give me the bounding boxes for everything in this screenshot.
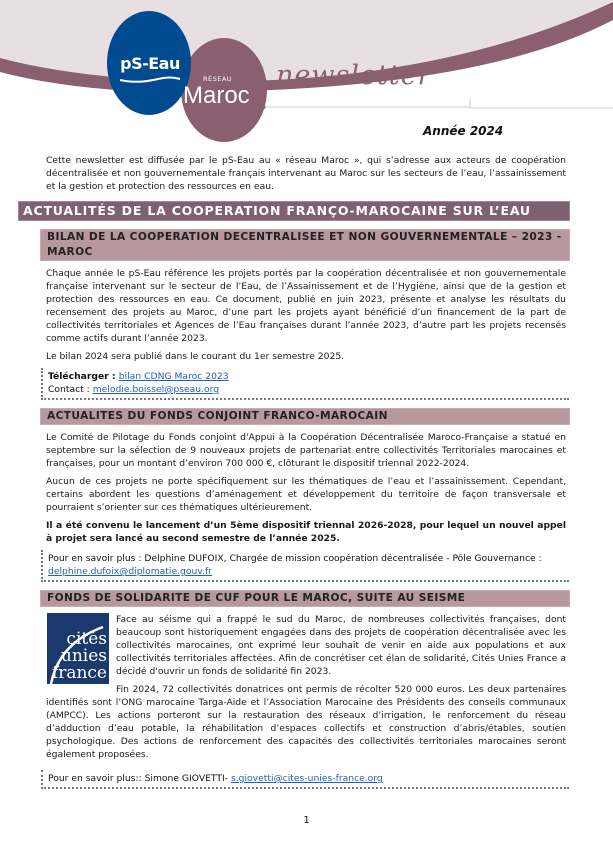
fonds-contact-email-link[interactable]: delphine.dufoix@diplomatie.gouv.fr xyxy=(48,566,212,577)
download-link[interactable]: bilan CDNG Maroc 2023 xyxy=(118,371,229,382)
cuf-contact-box xyxy=(41,770,569,789)
fonds-contact-box xyxy=(41,550,569,582)
bilan-paragraph: Chaque année le pS-Eau référence les projets portés par la coopération décentralisée et non gouvernementale française intervenant sur le secteur de l’Eau, de l’Assainissement et de l’Hygiène, ainsi que de la gestion et protection des ressources en eau. Ce document, publié en juin 2023, présente et analyse les résultats du recensement des projets au Maroc, d’une part les projets ayant bénéficié d’un financement de la part de collectivités territoriales et Agences de l’Eau françaises durant l’année 2023, d’autre part les projets recensés comme actifs durant l’année 2023. xyxy=(46,268,566,344)
cites-unies-france-logo xyxy=(47,613,109,684)
cuf-paragraph-2: Fin 2024, 72 collectivités donatrices ont permis de récolter 520 000 euros. Les deux partenaires identifiés sont l’ONG marocaine Targa-Aide et l’Association Marocaine des Présidents des conseils communaux (AMPCC). Les actions porteront sur la restauration des réseaux d’irrigation, le renforcement du réseau d’adduction d’eau potable, la réhabilitation d’espaces collectifs et construction d’abris/étables, soutien psychologique. Des actions de renforcement des capacités des collectivités territoriales marocaines seront également proposées. xyxy=(46,684,566,760)
wave-icon xyxy=(118,76,182,84)
cuf-content xyxy=(46,613,566,766)
contact-email-link[interactable]: melodie.boissel@pseau.org xyxy=(92,384,220,395)
pseau-logo-text: pS-Eau xyxy=(120,54,180,73)
download-label: Télécharger : xyxy=(48,371,119,382)
contact-label: Contact : xyxy=(48,384,93,395)
cuf-word-unies: unies xyxy=(60,646,107,666)
cuf-paragraph-1: Face au séisme qui a frappé le sud du Maroc, de nombreuses collectivités françaises, dont beaucoup sont historiquement engagées dans des projets de coopération décentralisée avec les collectivités marocaines, ont exprimé leur souhait de venir en aide aux populations et aux collectivités territoriales affectées. Afin de concrétiser cet élan de solidarité, Cités Unies France a décidé d'ouvrir un fonds de solidarité fin 2023. xyxy=(116,614,566,677)
edition-year-row xyxy=(0,120,613,146)
page-number: 1 xyxy=(303,815,310,826)
section-heading-bilan: BILAN DE LA COOPERATION DECENTRALISEE ET NON GOUVERNEMENTALE – 2023 - MAROC xyxy=(40,229,570,261)
bilan-links-box xyxy=(41,368,569,400)
fonds-paragraph-1: Le Comité de Pilotage du Fonds conjoint d'Appui à la Coopération Décentralisée Maroco-Française a statué en septembre sur la sélection de 9 nouveaux projets de partenariat entre collectivités Territoriales marocaines et françaises, pour un montant d’environ 700 000 €, clôturant le dispositif triennal 2022-2024. xyxy=(46,432,566,469)
main-section-heading: ACTUALITÉS DE LA COOPERATION FRANÇO-MAROCAINE SUR L’EAU xyxy=(18,201,570,221)
section-heading-fonds-conjoint: ACTUALITES DU FONDS CONJOINT FRANCO-MAROCAIN xyxy=(40,408,570,425)
cuf-contact-email-link[interactable]: s.giovetti@cites-unies-france.org xyxy=(230,773,383,784)
intro-paragraph: Cette newsletter est diffusée par le pS-Eau au « réseau Maroc », qui s’adresse aux acteurs de coopération décentralisée et non gouvernementale français intervenant au Maroc sur les secteurs de l’eau, l’assainissement et la gestion et protection des ressources en eau. xyxy=(46,155,566,192)
fonds-announcement: Il a été convenu le lancement d’un 5ème dispositif triennal 2026-2028, pour lequel un nouvel appel à projet sera lancé au second semestre de l’année 2025. xyxy=(46,520,566,544)
edition-year: Année 2024 xyxy=(423,124,504,138)
fonds-paragraph-2: Aucun de ces projets ne porte spécifiquement sur les thématiques de l’eau et l’assainissement. Cependant, certains abordent les questions d’aménagement et développement du territoire de façon transversale et pourraient s’orienter sur ces thématiques ultérieurement. xyxy=(46,476,566,513)
newsletter-title: newsletter xyxy=(276,60,432,91)
bilan-2024-note: Le bilan 2024 sera publié dans le courant du 1er semestre 2025. xyxy=(46,351,345,362)
cuf-word-france: france xyxy=(51,663,107,683)
newsletter-body xyxy=(0,154,613,866)
maroc-label: Maroc xyxy=(183,82,250,109)
cuf-more-info: Pour en savoir plus:: Simone GIOVETTI- xyxy=(48,773,231,784)
section-heading-cuf-solidarite: FONDS DE SOLIDARITE DE CUF POUR LE MAROC, SUITE AU SEISME xyxy=(40,590,570,607)
cuf-word-cites: cités xyxy=(66,629,107,649)
reseau-label: RÉSEAU xyxy=(203,75,233,83)
fonds-more-info: Pour en savoir plus : Delphine DUFOIX, Chargée de mission coopération décentralisée - Pôle Gouvernance : xyxy=(48,553,542,564)
newsletter-header xyxy=(0,0,613,120)
